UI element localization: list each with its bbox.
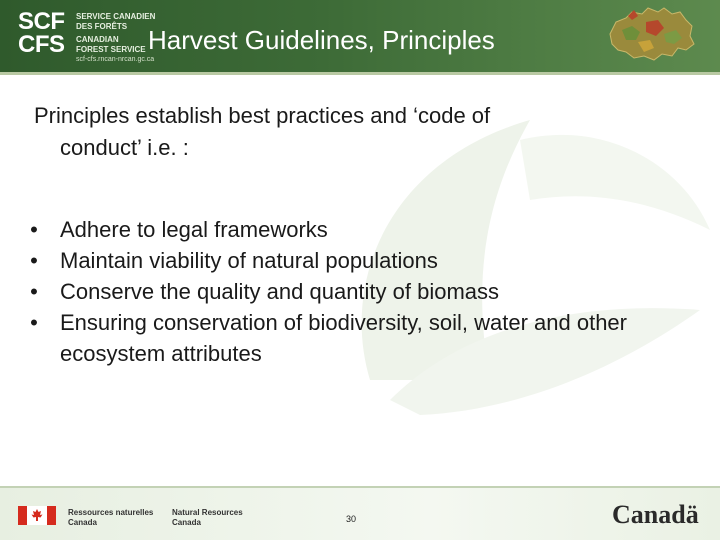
- canada-wordmark: Canadä: [612, 500, 699, 529]
- header-divider: [0, 72, 720, 75]
- list-item: [30, 245, 674, 276]
- list-item-text: Conserve the quality and quantity of biomass: [60, 279, 500, 304]
- list-item-text: Ensuring conservation of biodiversity, soil, water and other ecosystem attributes: [60, 310, 627, 366]
- canada-map-icon: [602, 4, 698, 66]
- page-title: Harvest Guidelines, Principles: [148, 25, 495, 55]
- intro-paragraph: [34, 100, 674, 164]
- bullet-marker: •: [30, 310, 38, 335]
- dept-name-fr-line1: Ressources naturelles: [68, 508, 154, 517]
- list-item-text: Adhere to legal frameworks: [60, 217, 328, 242]
- list-item: [30, 276, 674, 307]
- logo-fr-line1: SERVICE CANADIEN: [76, 12, 156, 21]
- dept-name-en-line1: Natural Resources: [172, 508, 243, 517]
- bullet-marker: •: [30, 248, 38, 273]
- footer-divider: [0, 486, 720, 488]
- logo-en-line1: CANADIAN: [76, 35, 119, 44]
- bullet-marker: •: [30, 217, 38, 242]
- list-item-text: Maintain viability of natural populations: [60, 248, 438, 273]
- page-number: 30: [346, 514, 357, 524]
- logo-fr-line2: DES FORÊTS: [76, 22, 128, 31]
- logo-scf: SCF: [18, 8, 65, 35]
- dept-name-en-line2: Canada: [172, 518, 201, 527]
- logo-url: scf-cfs.rncan-nrcan.gc.ca: [76, 56, 155, 63]
- intro-line-1: Principles establish best practices and ‘code of: [34, 103, 491, 128]
- dept-name-fr-line2: Canada: [68, 518, 97, 527]
- canada-flag-icon: [18, 506, 56, 525]
- logo-en-line2: FOREST SERVICE: [76, 45, 146, 54]
- logo-cfs: CFS: [18, 31, 65, 58]
- list-item: [30, 214, 674, 245]
- principles-list: [30, 214, 674, 369]
- list-item: [30, 307, 674, 369]
- bullet-marker: •: [30, 279, 38, 304]
- intro-line-2: conduct’ i.e. :: [60, 135, 189, 160]
